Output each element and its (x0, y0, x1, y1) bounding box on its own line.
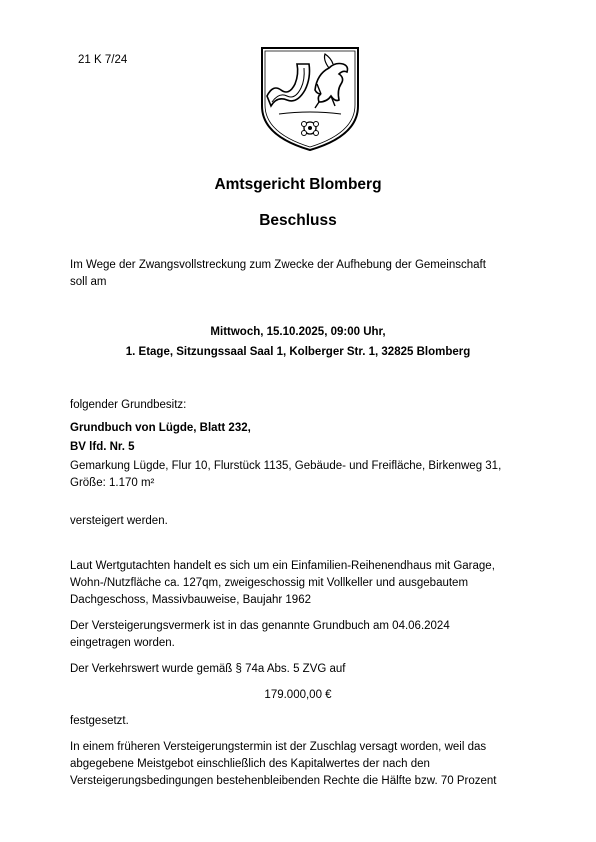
court-name: Amtsgericht Blomberg (214, 176, 382, 193)
market-value: 179.000,00 € (264, 689, 332, 701)
earlier-term-line-2: abgegebene Meistgebot einschließlich des Kapitalwertes der nach den (70, 758, 430, 770)
fixed-statement: festgesetzt. (70, 715, 129, 727)
appointment-date-time: Mittwoch, 15.10.2025, 09:00 Uhr, (210, 326, 386, 338)
register-note-line-1: Der Versteigerungsvermerk ist in das genannte Grundbuch am 04.06.2024 (70, 620, 450, 632)
appraisal-line-2: Wohn-/Nutzfläche ca. 127qm, zweigeschossig mit Vollkeller und ausgebautem (70, 577, 469, 589)
auctioned-statement: versteigert werden. (70, 515, 168, 527)
appraisal-line-3: Dachgeschoss, Massivbauweise, Baujahr 1962 (70, 594, 311, 606)
intro-line-2: soll am (70, 276, 107, 288)
register-note-line-2: eingetragen worden. (70, 637, 175, 649)
bv-number: BV lfd. Nr. 5 (70, 441, 135, 453)
document-title: Beschluss (259, 212, 337, 229)
market-value-intro: Der Verkehrswert wurde gemäß § 74a Abs. 5 ZVG auf (70, 663, 346, 675)
appraisal-line-1: Laut Wertgutachten handelt es sich um ein Einfamilien-Reihenendhaus mit Garage, (70, 560, 495, 572)
earlier-term-line-1: In einem früheren Versteigerungstermin ist der Zuschlag versagt worden, weil das (70, 741, 487, 753)
land-register: Grundbuch von Lügde, Blatt 232, (70, 422, 251, 434)
nrw-coat-of-arms-icon (259, 44, 361, 152)
file-number: 21 K 7/24 (78, 54, 128, 66)
parcel-line-2: Größe: 1.170 m² (70, 477, 155, 489)
property-intro: folgender Grundbesitz: (70, 399, 187, 411)
intro-line-1: Im Wege der Zwangsvollstreckung zum Zwecke der Aufhebung der Gemeinschaft (70, 259, 486, 271)
appointment-location: 1. Etage, Sitzungssaal Saal 1, Kolberger Str. 1, 32825 Blomberg (125, 346, 471, 358)
parcel-line-1: Gemarkung Lügde, Flur 10, Flurstück 1135, Gebäude- und Freifläche, Birkenweg 31, (70, 460, 502, 472)
earlier-term-line-3: Versteigerungsbedingungen bestehenbleibenden Rechte die Hälfte bzw. 70 Prozent (70, 775, 497, 787)
